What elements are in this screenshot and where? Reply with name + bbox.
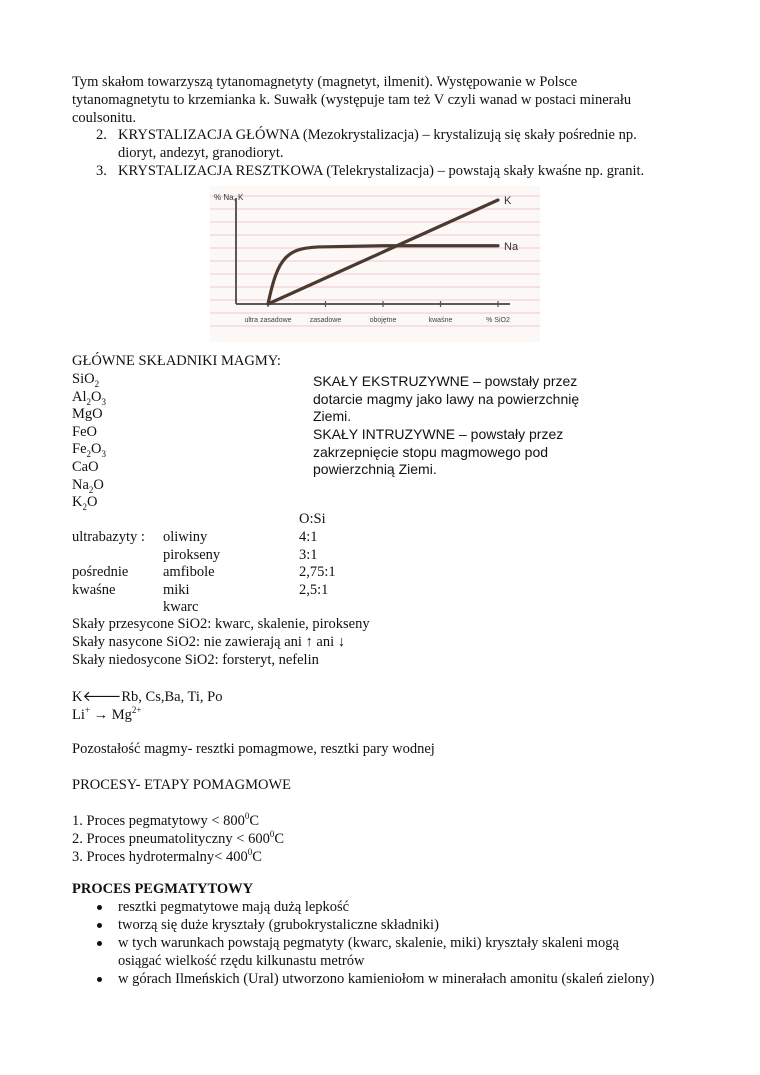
ratio-value: 3:1	[299, 546, 318, 563]
formula-tail: O	[91, 441, 102, 458]
series-label: K	[504, 195, 512, 207]
component-formula	[72, 423, 97, 441]
saturation-line: Skały przesycone SiO2: kwarc, skalenie, pirokseny	[72, 616, 370, 632]
x-tick-label: zasadowe	[309, 317, 342, 324]
substitution-line: K🡐Rb, Cs,Ba, Ti, Po	[72, 689, 223, 705]
component-formula	[72, 440, 106, 458]
intro-line-2: tytanomagnetytu to krzemianka k. Suwałk (występuje tam też V czyli wanad w postaci minerału	[72, 92, 632, 108]
rocks-line: powierzchnią Ziemi.	[313, 461, 437, 477]
x-tick-label: % SiO2	[486, 317, 510, 324]
formula-sub: 2	[82, 502, 87, 513]
bullet-text: resztki pegmatytowe mają dużą lepkość	[118, 899, 350, 915]
substitution-line-2	[72, 706, 141, 724]
rock-type: kwaśne	[72, 581, 116, 598]
rocks-line: zakrzepnięcie stopu magmowego pod	[313, 444, 549, 460]
process-text: 1. Proces pegmatytowy < 800	[72, 813, 245, 829]
formula-base: MgO	[72, 406, 103, 423]
pegmatite-heading: PROCES PEGMATYTOWY	[72, 881, 254, 897]
mineral: miki	[163, 581, 190, 598]
ratio-header: O:Si	[299, 511, 326, 527]
rocks-line: SKAŁY EKSTRUZYWNE – powstały przez	[313, 373, 578, 389]
bullet-text: w górach Ilmeńskich (Ural) utworzono kamieniołom w minerałach amonitu (skaleń zielony)	[118, 971, 655, 987]
formula-base: CaO	[72, 459, 99, 475]
bullet-text: w tych warunkach powstają pegmatyty (kwarc, skalenie, miki) kryształy skaleni mogą	[118, 935, 619, 951]
component-formula	[72, 388, 106, 406]
stage-text: KRYSTALIZACJA GŁÓWNA (Mezokrystalizacja) – krystalizują się skały pośrednie np.	[118, 127, 637, 143]
degree: 0	[247, 847, 253, 858]
bullet-text: osiągać wielkość rzędu kilkunastu metrów	[118, 953, 365, 969]
processes-heading: PROCESY- ETAPY POMAGMOWE	[72, 777, 292, 793]
na-k-silica-chart	[210, 186, 540, 342]
component-formula	[72, 493, 97, 511]
formula-tail: O	[86, 494, 98, 511]
process-item	[72, 848, 262, 866]
formula-sub: 2	[86, 449, 91, 460]
components-heading: GŁÓWNE SKŁADNIKI MAGMY:	[72, 353, 281, 369]
unit: C	[274, 831, 285, 847]
formula-sub: 3	[101, 449, 106, 460]
saturation-line: Skały nasycone SiO2: nie zawierają ani ↑ ani ↓	[72, 634, 346, 650]
formula-base: K	[72, 494, 83, 511]
bullet-icon	[97, 905, 102, 910]
degree: 0	[269, 829, 275, 840]
x-tick-label: ultra zasadowe	[244, 317, 292, 324]
rock-type: pośrednie	[72, 564, 129, 581]
formula-sub: 2	[94, 378, 100, 389]
bullet-text: tworzą się duże kryształy (grubokrystaliczne składniki)	[118, 917, 439, 933]
ratio-value: 2,75:1	[299, 564, 336, 581]
component-formula	[72, 405, 103, 423]
stage-text: KRYSTALIZACJA RESZTKOWA (Telekrystalizacja) – powstają skały kwaśne np. granit.	[118, 163, 645, 179]
formula-base: SiO	[72, 371, 95, 387]
mineral: oliwiny	[163, 529, 208, 545]
intro-line-1: Tym skałom towarzyszą tytanomagnetyty (magnetyt, ilmenit). Występowanie w Polsce	[72, 74, 578, 90]
x-tick-label: kwaśne	[428, 317, 453, 324]
component-formula	[72, 370, 99, 388]
bullet-icon	[97, 941, 102, 946]
stage-number: 3.	[96, 163, 107, 179]
stage-number: 2.	[96, 127, 107, 143]
formula-sub: 3	[101, 396, 106, 407]
mg-charge: 2+	[131, 705, 142, 716]
formula-sub: 2	[86, 396, 91, 407]
rock-type: ultrabazyty :	[72, 529, 145, 545]
rocks-line: Ziemi.	[313, 408, 352, 424]
process-item	[72, 812, 259, 830]
process-text: 3. Proces hydrotermalny< 400	[72, 849, 248, 865]
li-charge: +	[84, 705, 90, 716]
formula-tail: O	[93, 476, 104, 493]
component-formula	[72, 476, 104, 494]
stage-text: dioryt, andezyt, granodioryt.	[118, 145, 284, 161]
ratio-value: 4:1	[299, 529, 318, 545]
mineral: amfibole	[163, 564, 215, 581]
unit: C	[252, 849, 262, 865]
mineral: kwarc	[163, 599, 199, 616]
formula-base: Fe	[72, 441, 87, 458]
formula-base: Al	[72, 388, 87, 405]
formula-sub: 2	[88, 484, 94, 495]
process-item	[72, 830, 284, 848]
rocks-line: SKAŁY INTRUZYWNE – powstały przez	[313, 426, 564, 442]
remnant-text: Pozostałość magmy- resztki pomagmowe, resztki pary wodnej	[72, 741, 435, 757]
y-axis-label: % Na, K	[214, 193, 244, 202]
formula-tail: O	[91, 388, 102, 405]
degree: 0	[244, 811, 250, 822]
ratio-value: 2,5:1	[299, 581, 329, 598]
series-label: Na	[504, 240, 519, 253]
intro-line-3: coulsonitu.	[72, 110, 137, 126]
component-formula	[72, 458, 99, 476]
rocks-line: dotarcie magmy jako lawy na powierzchnię	[313, 391, 580, 407]
unit: C	[249, 813, 260, 829]
formula-base: Na	[72, 476, 89, 493]
process-text: 2. Proces pneumatolityczny < 600	[72, 831, 270, 847]
arrow-mg: → Mg	[89, 707, 132, 723]
li-label: Li	[72, 707, 85, 723]
x-tick-label: obojętne	[369, 317, 397, 324]
bullet-icon	[97, 923, 102, 928]
mineral: pirokseny	[163, 546, 221, 563]
formula-base: FeO	[72, 423, 97, 440]
saturation-line: Skały niedosycone SiO2: forsteryt, nefelin	[72, 652, 319, 668]
bullet-icon	[97, 977, 102, 982]
